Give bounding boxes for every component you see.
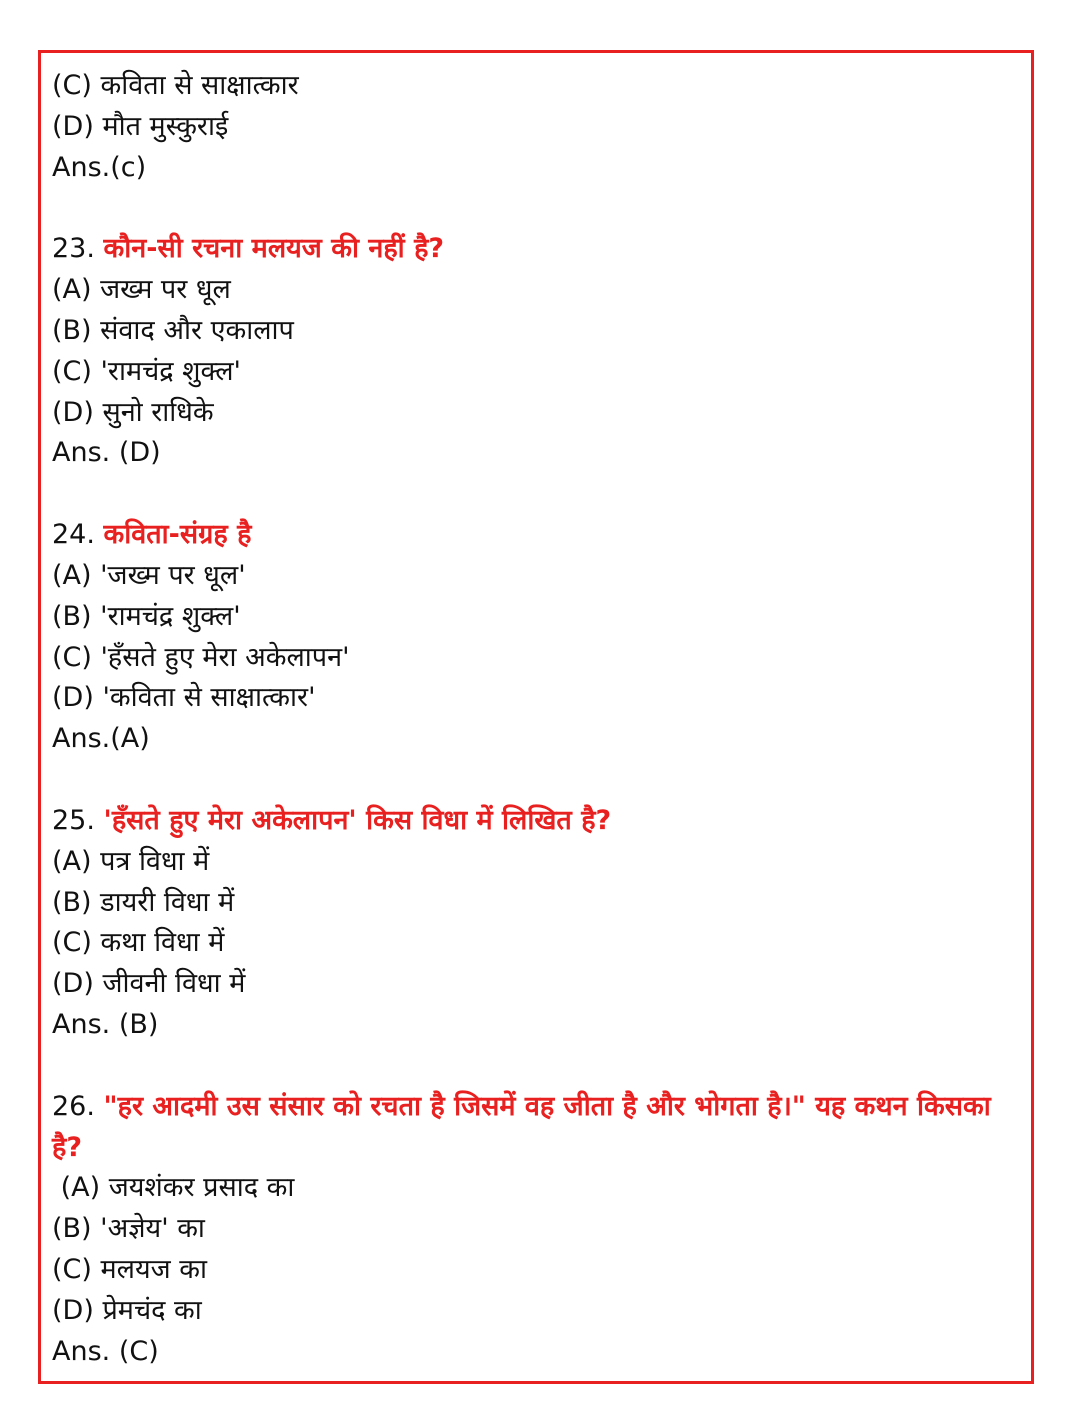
option-line: (D) जीवनी विधा में bbox=[52, 968, 246, 1000]
question-text: "हर आदमी उस संसार को रचता है जिसमें वह जीता है और भोगता है।" यह कथन किसका है? bbox=[52, 1090, 991, 1163]
question-number: 24. bbox=[52, 519, 95, 551]
question-block-23 bbox=[52, 229, 1027, 474]
option-line: (B) डायरी विधा में bbox=[52, 886, 235, 918]
question-line bbox=[52, 1087, 1027, 1169]
question-block-25 bbox=[52, 801, 1027, 1046]
option-line: (B) संवाद और एकालाप bbox=[52, 314, 294, 346]
quiz-content bbox=[52, 66, 1027, 1372]
option-line: (D) प्रेमचंद का bbox=[52, 1294, 202, 1326]
spacer bbox=[52, 1046, 1027, 1087]
answer-line: Ans. (C) bbox=[52, 1335, 159, 1367]
question-number: 23. bbox=[52, 233, 95, 265]
question-text: 'हँसते हुए मेरा अकेलापन' किस विधा में लिखित है? bbox=[103, 804, 612, 836]
option-line: (B) 'रामचंद्र शुक्ल' bbox=[52, 600, 241, 632]
spacer bbox=[52, 474, 1027, 515]
question-line bbox=[52, 229, 1027, 270]
option-line: (C) 'रामचंद्र शुक्ल' bbox=[52, 355, 241, 387]
option-line: (D) मौत मुस्कुराई bbox=[52, 110, 229, 142]
question-block-24 bbox=[52, 515, 1027, 760]
question-number: 25. bbox=[52, 804, 95, 836]
option-line: (B) 'अज्ञेय' का bbox=[52, 1213, 205, 1245]
option-line: (C) कथा विधा में bbox=[52, 927, 225, 959]
option-line: (C) कविता से साक्षात्कार bbox=[52, 70, 299, 101]
option-line: (A) पत्र विधा में bbox=[52, 845, 210, 877]
question-text: कविता-संग्रह है bbox=[103, 519, 252, 551]
answer-line: Ans.(c) bbox=[52, 151, 147, 183]
question-block-26 bbox=[52, 1087, 1027, 1373]
option-line: (D) 'कविता से साक्षात्कार' bbox=[52, 682, 316, 714]
intro-block bbox=[52, 66, 1027, 188]
option-line: (C) 'हँसते हुए मेरा अकेलापन' bbox=[52, 641, 350, 673]
option-line: (D) सुनो राधिके bbox=[52, 396, 214, 428]
answer-line: Ans. (D) bbox=[52, 437, 161, 469]
spacer bbox=[52, 760, 1027, 801]
answer-line: Ans. (B) bbox=[52, 1008, 159, 1040]
question-text: कौन-सी रचना मलयज की नहीं है? bbox=[103, 233, 445, 265]
question-number: 26. bbox=[52, 1090, 95, 1122]
option-line: (A) 'जख्म पर धूल' bbox=[52, 559, 246, 591]
option-line: (A) जयशंकर प्रसाद का bbox=[52, 1172, 295, 1204]
option-line: (C) मलयज का bbox=[52, 1253, 207, 1285]
option-line: (A) जख्म पर धूल bbox=[52, 274, 231, 306]
spacer bbox=[52, 188, 1027, 229]
question-line bbox=[52, 801, 1027, 842]
question-line bbox=[52, 515, 1027, 556]
answer-line: Ans.(A) bbox=[52, 723, 150, 755]
